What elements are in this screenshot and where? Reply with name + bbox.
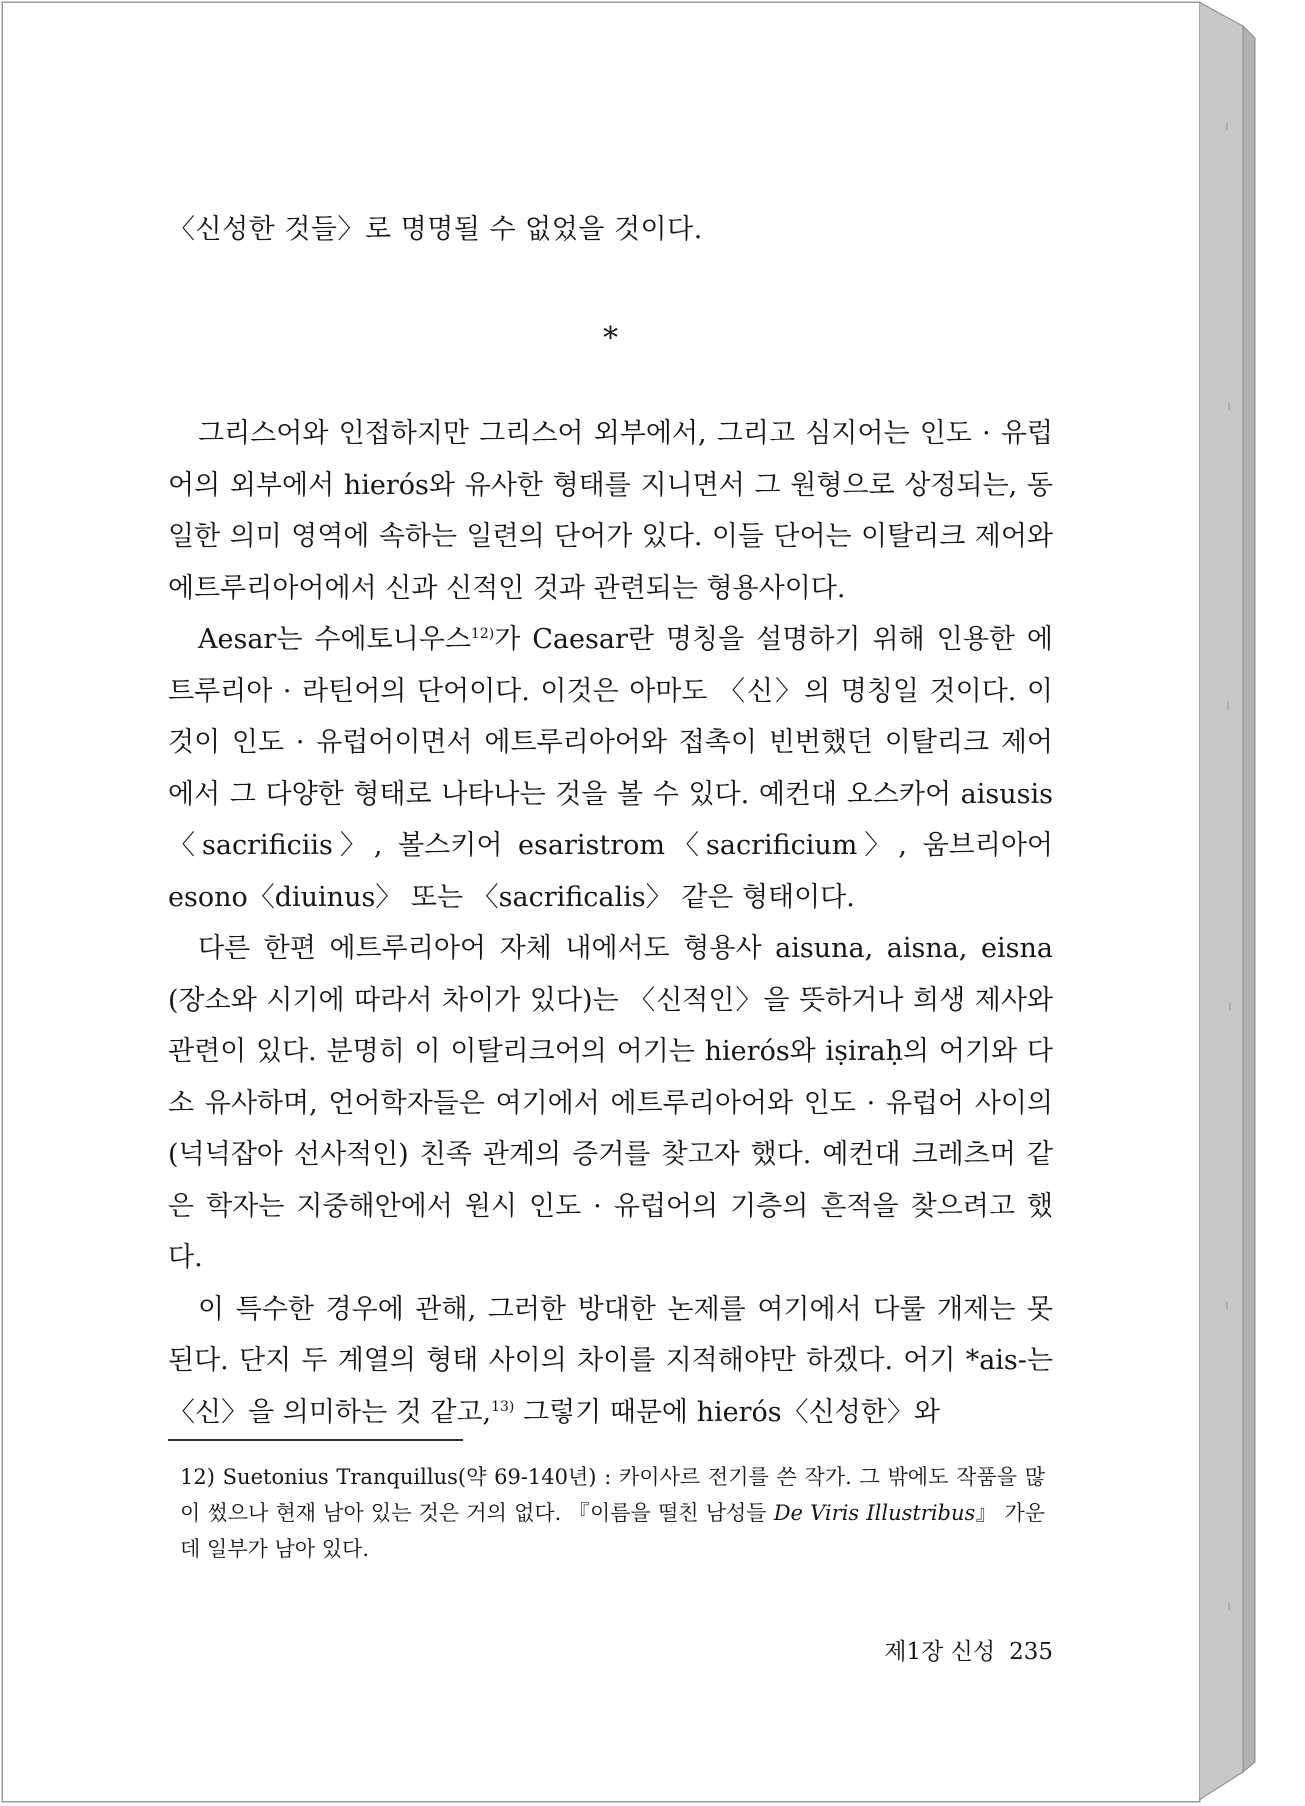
footnote-ref-12: 12) xyxy=(470,626,495,642)
paragraph-2 xyxy=(168,614,1053,923)
footnote-italic-title: De Viris Illustribus xyxy=(773,1501,976,1525)
footnote-divider xyxy=(168,1439,463,1441)
footnote-number: 12) xyxy=(180,1465,215,1489)
paragraph-2-part-2: 가 Caesar란 명칭을 설명하기 위해 인용한 에트루리아 · 라틴어의 단어이다. 이것은 아마도 〈신〉의 명칭일 것이다. 이것이 인도 · 유럽어이면서 에트루리아어와 접촉이 빈번했던 이탈리크 제어에서 그 다양한 형태로 나타나는 것을 볼 수 있다. 예컨대 오스카어 aisusis〈sacrificiis〉, 볼스키어 esaristrom〈sacrificium〉, 움브리아어 esono〈diuinus〉 또는 〈sacrificalis〉 같은 형태이다. xyxy=(168,624,1053,913)
paragraph-3: 다른 한편 에트루리아어 자체 내에서도 형용사 aisuna, aisna, eisna (장소와 시기에 따라서 차이가 있다)는 〈신적인〉을 뜻하거나 희생 제사와 관련이 있다. 분명히 이 이탈리크어의 어기는 hierós와 iṣiraḥ의 어기와 다소 유사하며, 언어학자들은 여기에서 에트루리아어와 인도 · 유럽어 사이의 (넉넉잡아 선사적인) 친족 관계의 증거를 찾고자 했다. 예컨대 크레츠머 같은 학자는 지중해안에서 원시 인도 · 유럽어의 기층의 흔적을 찾으려고 했다. xyxy=(168,933,1053,1273)
paragraph-4-part-2: 그렇기 때문에 hierós〈신성한〉와 xyxy=(514,1396,940,1428)
book-side-edge-graphic xyxy=(1199,2,1257,1800)
paragraph-4-part-1: 이 특수한 경우에 관해, 그러한 방대한 논제를 여기에서 다룰 개제는 못 된다. 단지 두 계열의 형태 사이의 차이를 지적해야만 하겠다. 어기 *ais-는 〈신〉을 의미하는 것 같고, xyxy=(168,1293,1053,1428)
page-number: 235 xyxy=(1009,1639,1053,1665)
running-footer xyxy=(884,1633,1053,1666)
chapter-title: 제1장 신성 xyxy=(884,1639,996,1665)
body-text xyxy=(168,408,1053,1438)
book-page xyxy=(2,2,1200,1802)
footnote-ref-13: 13) xyxy=(491,1398,515,1415)
footnote-text-end: 』 가운데 일부가 남아 있다. xyxy=(180,1501,1045,1561)
footnote-12 xyxy=(180,1459,1045,1567)
paragraph-4 xyxy=(168,1284,1053,1439)
paragraph-2-part-1: Aesar는 수에토니우스 xyxy=(198,624,471,655)
footnote-text: Suetonius Tranquillus(약 69-140년) : 카이사르 전기를 쓴 작가. 그 밖에도 작품을 많이 썼으나 현재 남아 있는 것은 거의 없다. 『이름을 떨친 남성들 xyxy=(180,1465,1046,1525)
book-side-edge xyxy=(1199,2,1257,1800)
paragraph-1: 그리스어와 인접하지만 그리스어 외부에서, 그리고 심지어는 인도 · 유럽어의 외부에서 hierós와 유사한 형태를 지니면서 그 원형으로 상정되는, 동일한 의미 영역에 속하는 일련의 단어가 있다. 이들 단어는 이탈리크 제어와 에트루리아어에서 신과 신적인 것과 관련되는 형용사이다. xyxy=(168,418,1053,604)
section-break: * xyxy=(603,321,618,356)
opening-line: 〈신성한 것들〉로 명명될 수 없었을 것이다. xyxy=(168,214,703,245)
